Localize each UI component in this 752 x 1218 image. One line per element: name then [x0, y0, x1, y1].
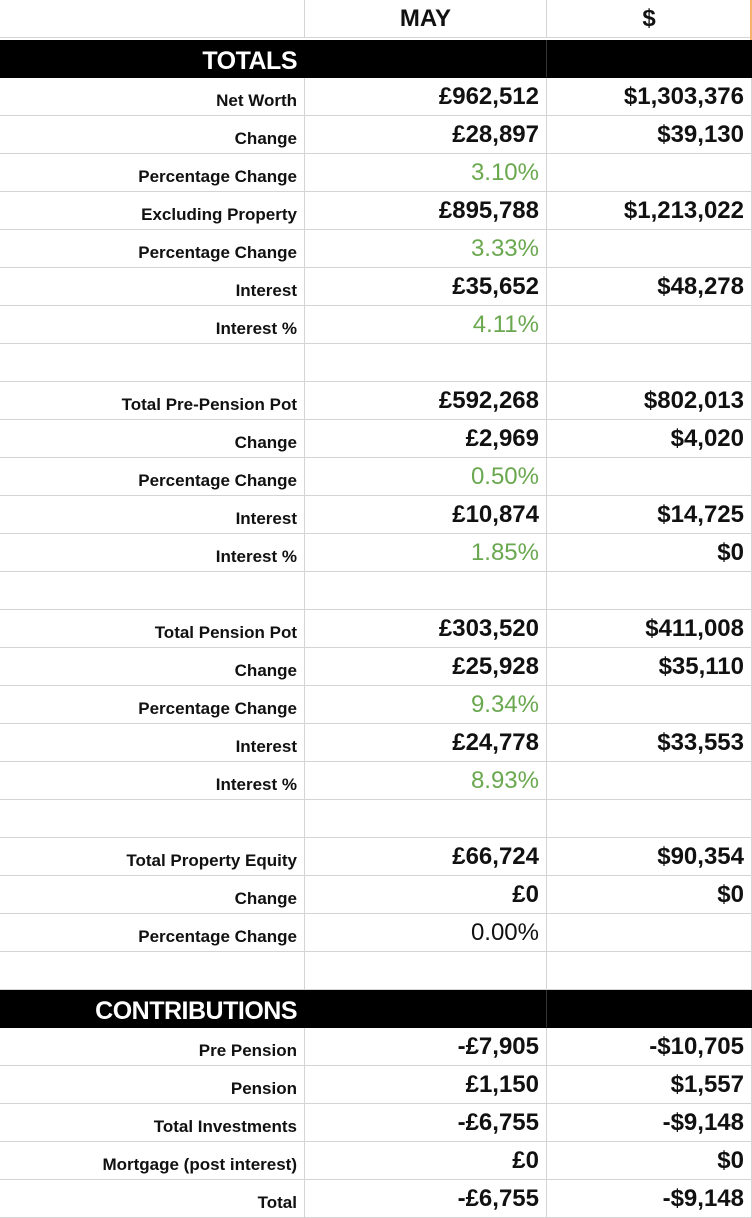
row-label[interactable]: Total Pension Pot [0, 610, 305, 648]
gbp-cell[interactable]: £1,150 [305, 1066, 547, 1104]
usd-cell[interactable]: $411,008 [547, 610, 752, 648]
table-row [0, 382, 752, 420]
table-row [0, 458, 752, 496]
usd-cell[interactable]: $0 [547, 876, 752, 914]
usd-cell[interactable]: $1,213,022 [547, 192, 752, 230]
table-row [0, 724, 752, 762]
table-row [0, 1066, 752, 1104]
row-label[interactable]: Percentage Change [0, 458, 305, 496]
table-row [0, 268, 752, 306]
gbp-cell[interactable]: £10,874 [305, 496, 547, 534]
row-label[interactable]: Percentage Change [0, 686, 305, 724]
pct-cell[interactable]: 1.85% [305, 534, 547, 572]
row-label[interactable]: Total Pre-Pension Pot [0, 382, 305, 420]
usd-cell[interactable]: $35,110 [547, 648, 752, 686]
table-row [0, 914, 752, 952]
table-row [0, 78, 752, 116]
table-row [0, 230, 752, 268]
usd-cell[interactable]: $802,013 [547, 382, 752, 420]
row-label[interactable]: Interest [0, 724, 305, 762]
gbp-cell[interactable]: £962,512 [305, 78, 547, 116]
table-row [0, 610, 752, 648]
blank-cell[interactable] [0, 572, 305, 610]
usd-cell[interactable] [547, 306, 752, 344]
row-label[interactable]: Change [0, 420, 305, 458]
usd-cell[interactable]: $0 [547, 534, 752, 572]
row-label[interactable]: Percentage Change [0, 914, 305, 952]
usd-cell[interactable]: $0 [547, 1142, 752, 1180]
table-row [0, 1028, 752, 1066]
section-cell[interactable] [305, 40, 547, 78]
blank-cell[interactable] [547, 344, 752, 382]
row-label[interactable]: Interest [0, 268, 305, 306]
table-row [0, 876, 752, 914]
usd-cell[interactable]: $39,130 [547, 116, 752, 154]
usd-cell[interactable]: $14,725 [547, 496, 752, 534]
table-row [0, 534, 752, 572]
table-row [0, 420, 752, 458]
table-row [0, 116, 752, 154]
usd-cell[interactable]: -$9,148 [547, 1180, 752, 1218]
gbp-cell[interactable]: £28,897 [305, 116, 547, 154]
row-label[interactable]: Interest % [0, 762, 305, 800]
pct-cell[interactable]: 3.10% [305, 154, 547, 192]
blank-cell[interactable] [305, 344, 547, 382]
section-cell[interactable] [547, 990, 752, 1028]
blank-cell[interactable] [547, 952, 752, 990]
usd-cell[interactable]: $4,020 [547, 420, 752, 458]
header-month[interactable]: MAY [305, 0, 547, 38]
header-usd[interactable]: $ [547, 0, 752, 38]
gbp-cell[interactable]: -£6,755 [305, 1104, 547, 1142]
section-row-totals [0, 40, 752, 78]
table-row [0, 1180, 752, 1218]
usd-cell[interactable] [547, 686, 752, 724]
blank-cell[interactable] [547, 800, 752, 838]
pct-cell[interactable]: 8.93% [305, 762, 547, 800]
gbp-cell[interactable]: £35,652 [305, 268, 547, 306]
row-label[interactable]: Interest % [0, 534, 305, 572]
blank-row [0, 952, 752, 990]
gbp-cell[interactable]: £25,928 [305, 648, 547, 686]
gbp-cell[interactable]: £66,724 [305, 838, 547, 876]
blank-cell[interactable] [305, 572, 547, 610]
row-label[interactable]: Total [0, 1180, 305, 1218]
row-label[interactable]: Percentage Change [0, 154, 305, 192]
table-row [0, 306, 752, 344]
table-row [0, 762, 752, 800]
section-title-totals[interactable]: TOTALS [0, 40, 305, 78]
usd-cell[interactable] [547, 458, 752, 496]
blank-row [0, 800, 752, 838]
header-empty-cell[interactable] [0, 0, 305, 38]
section-cell[interactable] [547, 40, 752, 78]
blank-row [0, 572, 752, 610]
gbp-cell[interactable]: £0 [305, 876, 547, 914]
table-row [0, 686, 752, 724]
table-row [0, 1104, 752, 1142]
gbp-cell[interactable]: -£7,905 [305, 1028, 547, 1066]
gbp-cell[interactable]: £0 [305, 1142, 547, 1180]
table-row [0, 1142, 752, 1180]
usd-cell[interactable]: $33,553 [547, 724, 752, 762]
blank-cell[interactable] [0, 344, 305, 382]
table-row [0, 154, 752, 192]
gbp-cell[interactable]: -£6,755 [305, 1180, 547, 1218]
row-label[interactable]: Net Worth [0, 78, 305, 116]
row-label[interactable]: Interest % [0, 306, 305, 344]
blank-cell[interactable] [305, 952, 547, 990]
section-row-contributions [0, 990, 752, 1028]
pct-cell[interactable]: 3.33% [305, 230, 547, 268]
usd-cell[interactable] [547, 154, 752, 192]
row-label[interactable]: Percentage Change [0, 230, 305, 268]
row-label[interactable]: Total Property Equity [0, 838, 305, 876]
table-row [0, 838, 752, 876]
usd-cell[interactable]: $48,278 [547, 268, 752, 306]
row-label[interactable]: Change [0, 648, 305, 686]
table-row [0, 496, 752, 534]
blank-row [0, 344, 752, 382]
row-label[interactable]: Total Investments [0, 1104, 305, 1142]
blank-cell[interactable] [0, 952, 305, 990]
row-label[interactable]: Change [0, 116, 305, 154]
blank-cell[interactable] [305, 800, 547, 838]
pct-cell[interactable]: 9.34% [305, 686, 547, 724]
row-label[interactable]: Pension [0, 1066, 305, 1104]
row-label[interactable]: Pre Pension [0, 1028, 305, 1066]
row-label[interactable]: Change [0, 876, 305, 914]
row-label[interactable]: Interest [0, 496, 305, 534]
gbp-cell[interactable]: £895,788 [305, 192, 547, 230]
gbp-cell[interactable]: £2,969 [305, 420, 547, 458]
usd-cell[interactable] [547, 762, 752, 800]
pct-cell[interactable]: 4.11% [305, 306, 547, 344]
header-row [0, 0, 752, 38]
table-row [0, 192, 752, 230]
usd-cell[interactable]: $90,354 [547, 838, 752, 876]
usd-cell[interactable]: $1,557 [547, 1066, 752, 1104]
usd-cell[interactable]: $1,303,376 [547, 78, 752, 116]
blank-cell[interactable] [0, 800, 305, 838]
section-title-contributions[interactable]: CONTRIBUTIONS [0, 990, 305, 1028]
pct-cell[interactable]: 0.50% [305, 458, 547, 496]
usd-cell[interactable]: -$10,705 [547, 1028, 752, 1066]
gbp-cell[interactable]: £24,778 [305, 724, 547, 762]
usd-cell[interactable] [547, 914, 752, 952]
gbp-cell[interactable]: £303,520 [305, 610, 547, 648]
blank-cell[interactable] [547, 572, 752, 610]
row-label[interactable]: Excluding Property [0, 192, 305, 230]
pct-cell[interactable]: 0.00% [305, 914, 547, 952]
gbp-cell[interactable]: £592,268 [305, 382, 547, 420]
usd-cell[interactable]: -$9,148 [547, 1104, 752, 1142]
table-row [0, 648, 752, 686]
row-label[interactable]: Mortgage (post interest) [0, 1142, 305, 1180]
section-cell[interactable] [305, 990, 547, 1028]
usd-cell[interactable] [547, 230, 752, 268]
